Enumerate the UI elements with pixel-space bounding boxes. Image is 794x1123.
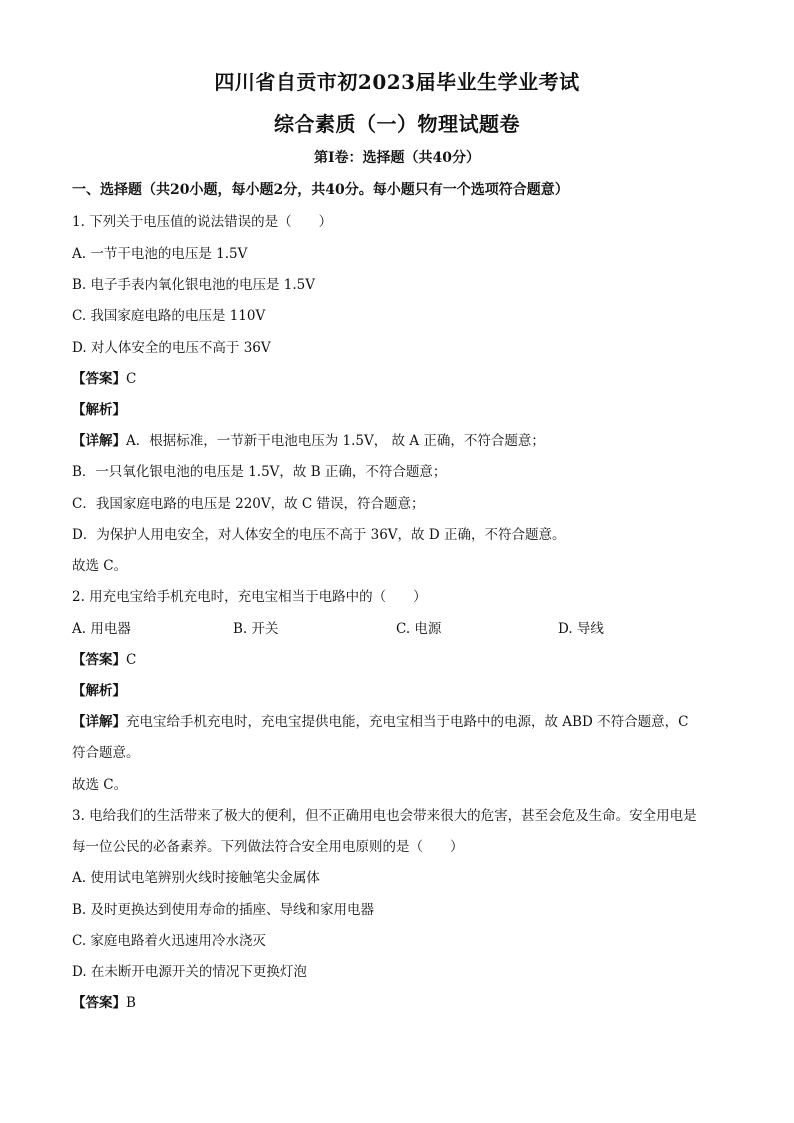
answer-value: C bbox=[126, 371, 137, 387]
q3-stem-line-1: 3. 电给我们的生活带来了极大的便利，但不正确用电也会带来很大的危害，甚至会危及生命。安全用电是 bbox=[72, 808, 697, 824]
q2-option-d: D. 导线 bbox=[558, 621, 604, 637]
q3-option-c: C. 家庭电路着火迅速用冷水浇灭 bbox=[72, 933, 266, 949]
q2-conclusion: 故选 C。 bbox=[72, 777, 128, 793]
q1-detail-line-1 bbox=[72, 431, 545, 451]
q1-detail-line-4: D．为保护人用电安全，对人体安全的电压不高于 36V，故 D 正确，不符合题意。 bbox=[72, 527, 566, 543]
q1-option-b: B. 电子手表内氧化银电池的电压是 1.5V bbox=[72, 277, 316, 293]
q2-option-a: A. 用电器 bbox=[72, 621, 131, 637]
q3-answer bbox=[72, 993, 136, 1013]
q1-answer bbox=[72, 369, 136, 389]
detail-tag: 【详解】 bbox=[72, 714, 126, 730]
q3-option-d: D. 在未断开电源开关的情况下更换灯泡 bbox=[72, 964, 307, 980]
q3-option-a: A. 使用试电笔辨别火线时接触笔尖金属体 bbox=[72, 870, 320, 886]
q2-option-b: B. 开关 bbox=[233, 621, 279, 637]
q1-stem: 1. 下列关于电压值的说法错误的是（ ） bbox=[72, 214, 333, 230]
detail-text: 充电宝给手机充电时，充电宝提供电能，充电宝相当于电路中的电源，故 ABD 不符合题意，C bbox=[126, 714, 689, 730]
q1-option-a: A. 一节干电池的电压是 1.5V bbox=[72, 246, 248, 262]
q2-detail-line-2: 符合题意。 bbox=[72, 745, 140, 761]
detail-tag: 【详解】 bbox=[72, 433, 126, 449]
exam-subtitle: 综合素质（一）物理试题卷 bbox=[274, 112, 520, 136]
detail-text: A．根据标准，一节新干电池电压为 1.5V， 故 A 正确，不符合题意； bbox=[126, 433, 545, 449]
q2-analysis bbox=[72, 681, 126, 701]
answer-tag: 【答案】 bbox=[72, 371, 126, 387]
analysis-tag: 【解析】 bbox=[72, 683, 126, 699]
answer-value: B bbox=[126, 995, 136, 1011]
q1-detail-line-2: B．一只氧化银电池的电压是 1.5V，故 B 正确，不符合题意； bbox=[72, 464, 447, 480]
q1-analysis bbox=[72, 400, 126, 420]
q3-stem-line-2: 每一位公民的必备素养。下列做法符合安全用电原则的是（ ） bbox=[72, 839, 464, 855]
answer-tag: 【答案】 bbox=[72, 652, 126, 668]
q2-detail-line-1 bbox=[72, 712, 688, 732]
part-title: 第Ⅰ卷：选择题（共40分） bbox=[313, 150, 481, 166]
exam-title: 四川省自贡市初2023届毕业生学业考试 bbox=[214, 70, 580, 94]
q1-detail-line-3: C．我国家庭电路的电压是 220V，故 C 错误，符合题意； bbox=[72, 496, 425, 512]
section-title: 一、选择题（共20小题，每小题2分，共40分。每小题只有一个选项符合题意） bbox=[72, 182, 569, 198]
q2-option-c: C. 电源 bbox=[396, 621, 442, 637]
analysis-tag: 【解析】 bbox=[72, 402, 126, 418]
q2-stem: 2. 用充电宝给手机充电时，充电宝相当于电路中的（ ） bbox=[72, 589, 427, 605]
q2-answer bbox=[72, 650, 136, 670]
answer-value: C bbox=[126, 652, 137, 668]
q1-option-c: C. 我国家庭电路的电压是 110V bbox=[72, 308, 266, 324]
q1-option-d: D. 对人体安全的电压不高于 36V bbox=[72, 340, 271, 356]
answer-tag: 【答案】 bbox=[72, 995, 126, 1011]
q3-option-b: B. 及时更换达到使用寿命的插座、导线和家用电器 bbox=[72, 902, 375, 918]
q1-conclusion: 故选 C。 bbox=[72, 558, 128, 574]
